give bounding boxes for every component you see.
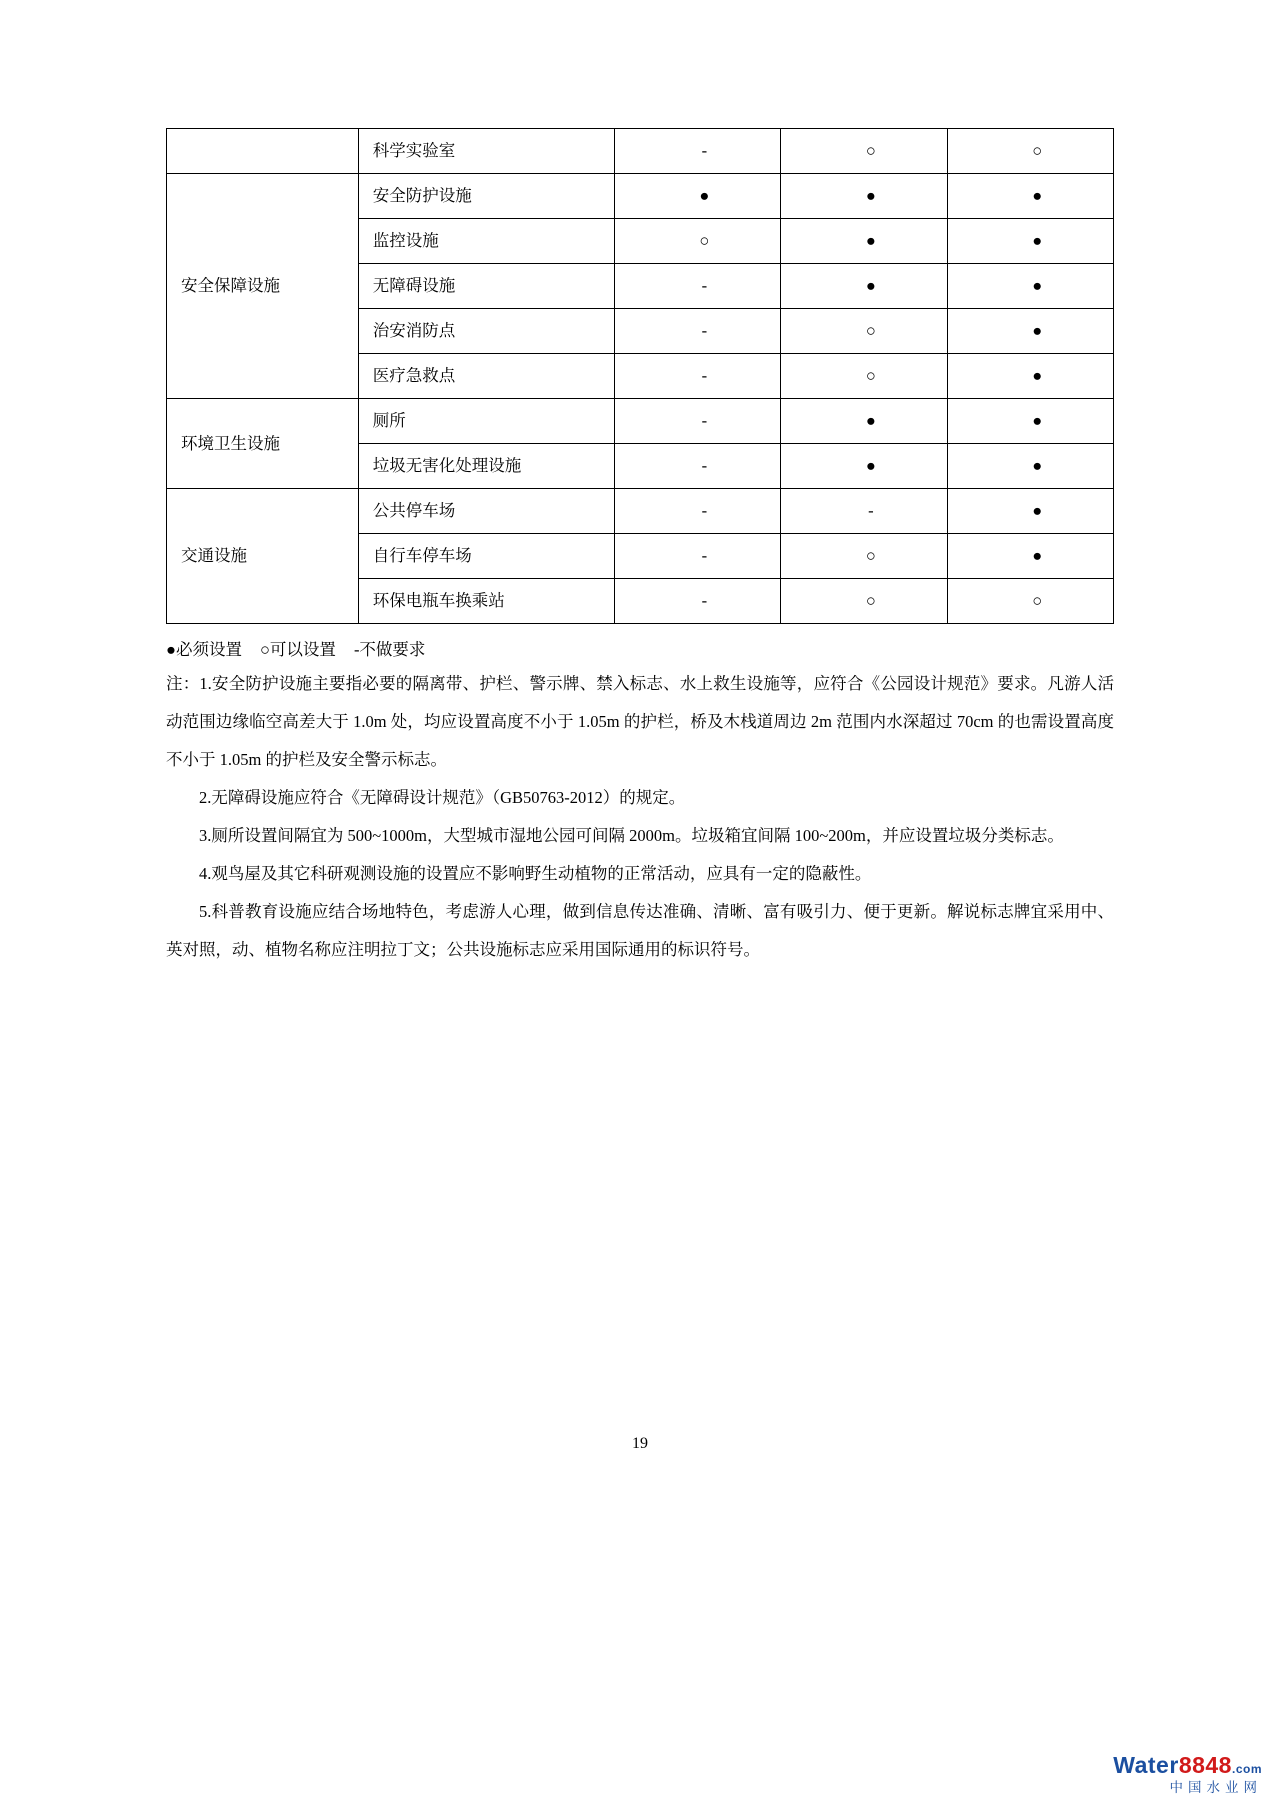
page-number: 19 bbox=[632, 1435, 648, 1452]
note-2: 2.无障碍设施应符合《无障碍设计规范》（GB50763-2012）的规定。 bbox=[199, 788, 686, 808]
row-mark-2: ○ bbox=[781, 579, 947, 624]
row-mark-3: ● bbox=[947, 354, 1113, 399]
row-mark-2: ○ bbox=[781, 534, 947, 579]
watermark bbox=[1113, 1752, 1262, 1796]
table-legend bbox=[166, 634, 1114, 665]
row-mark-3: ● bbox=[947, 444, 1113, 489]
row-item: 公共停车场 bbox=[358, 489, 614, 534]
row-mark-2: ○ bbox=[781, 354, 947, 399]
row-mark-1: - bbox=[614, 309, 780, 354]
row-item: 垃圾无害化处理设施 bbox=[358, 444, 614, 489]
row-mark-1: - bbox=[614, 399, 780, 444]
row-item: 自行车停车场 bbox=[358, 534, 614, 579]
legend-may: ○可以设置 bbox=[259, 640, 336, 659]
row-item: 无障碍设施 bbox=[358, 264, 614, 309]
row-category bbox=[167, 129, 359, 174]
watermark-brand-word: Water bbox=[1113, 1752, 1179, 1779]
page-content bbox=[166, 128, 1114, 969]
row-mark-3: ● bbox=[947, 489, 1113, 534]
legend-must: ●必须设置 bbox=[166, 640, 242, 659]
watermark-subtitle: 中国水业网 bbox=[1169, 1780, 1262, 1796]
table-row bbox=[167, 399, 1114, 444]
table-row bbox=[167, 489, 1114, 534]
watermark-brand-number: 8848 bbox=[1178, 1752, 1232, 1779]
note-5: 5.科普教育设施应结合场地特色，考虑游人心理，做到信息传达准确、清晰、富有吸引力、便于更新。解说标志牌宜采用中、英对照，动、植物名称应注明拉丁文；公共设施标志应采用国际通用的标识符号。 bbox=[166, 901, 1114, 959]
row-mark-3: ● bbox=[947, 309, 1113, 354]
row-category: 安全保障设施 bbox=[167, 174, 359, 399]
row-mark-3: ● bbox=[947, 219, 1113, 264]
row-item: 安全防护设施 bbox=[358, 174, 614, 219]
note-4: 4.观鸟屋及其它科研观测设施的设置应不影响野生动植物的正常活动，应具有一定的隐蔽性。 bbox=[199, 864, 872, 884]
legend-none: -不做要求 bbox=[353, 640, 426, 659]
row-item: 环保电瓶车换乘站 bbox=[358, 579, 614, 624]
facility-requirements-table bbox=[166, 128, 1114, 624]
watermark-brand bbox=[1113, 1752, 1262, 1778]
row-mark-2: - bbox=[781, 489, 947, 534]
row-mark-1: ● bbox=[614, 174, 780, 219]
row-mark-2: ● bbox=[781, 219, 947, 264]
row-mark-3: ● bbox=[947, 264, 1113, 309]
row-mark-1: - bbox=[614, 354, 780, 399]
row-mark-2: ● bbox=[781, 174, 947, 219]
watermark-brand-tld: .com bbox=[1231, 1762, 1262, 1777]
note-3: 3.厕所设置间隔宜为 500~1000m，大型城市湿地公园可间隔 2000m。垃圾箱宜间隔 100~200m，并应设置垃圾分类标志。 bbox=[199, 826, 1064, 846]
row-mark-3: ● bbox=[947, 174, 1113, 219]
row-category: 环境卫生设施 bbox=[167, 399, 359, 489]
row-mark-1: - bbox=[614, 489, 780, 534]
row-mark-2: ○ bbox=[781, 129, 947, 174]
row-mark-2: ● bbox=[781, 264, 947, 309]
table-row bbox=[167, 174, 1114, 219]
row-mark-3: ● bbox=[947, 534, 1113, 579]
row-mark-1: ○ bbox=[614, 219, 780, 264]
note-1: 注：1.安全防护设施主要指必要的隔离带、护栏、警示牌、禁入标志、水上救生设施等，应符合《公园设计规范》要求。凡游人活动范围边缘临空高差大于 1.0m 处，均应设置高度不小于 1.05m 的护栏，桥及木栈道周边 2m 范围内水深超过 70cm 的也需设置高度不小于 1.05m 的护栏及安全警示标志。 bbox=[166, 674, 1114, 770]
row-mark-2: ○ bbox=[781, 309, 947, 354]
row-mark-3: ● bbox=[947, 399, 1113, 444]
row-mark-2: ● bbox=[781, 444, 947, 489]
row-category: 交通设施 bbox=[167, 489, 359, 624]
row-mark-1: - bbox=[614, 534, 780, 579]
row-mark-1: - bbox=[614, 444, 780, 489]
row-mark-3: ○ bbox=[947, 579, 1113, 624]
row-mark-3: ○ bbox=[947, 129, 1113, 174]
table-row bbox=[167, 129, 1114, 174]
row-item: 治安消防点 bbox=[358, 309, 614, 354]
row-mark-1: - bbox=[614, 129, 780, 174]
row-mark-1: - bbox=[614, 264, 780, 309]
row-mark-1: - bbox=[614, 579, 780, 624]
row-mark-2: ● bbox=[781, 399, 947, 444]
row-item: 科学实验室 bbox=[358, 129, 614, 174]
row-item: 厕所 bbox=[358, 399, 614, 444]
row-item: 监控设施 bbox=[358, 219, 614, 264]
row-item: 医疗急救点 bbox=[358, 354, 614, 399]
